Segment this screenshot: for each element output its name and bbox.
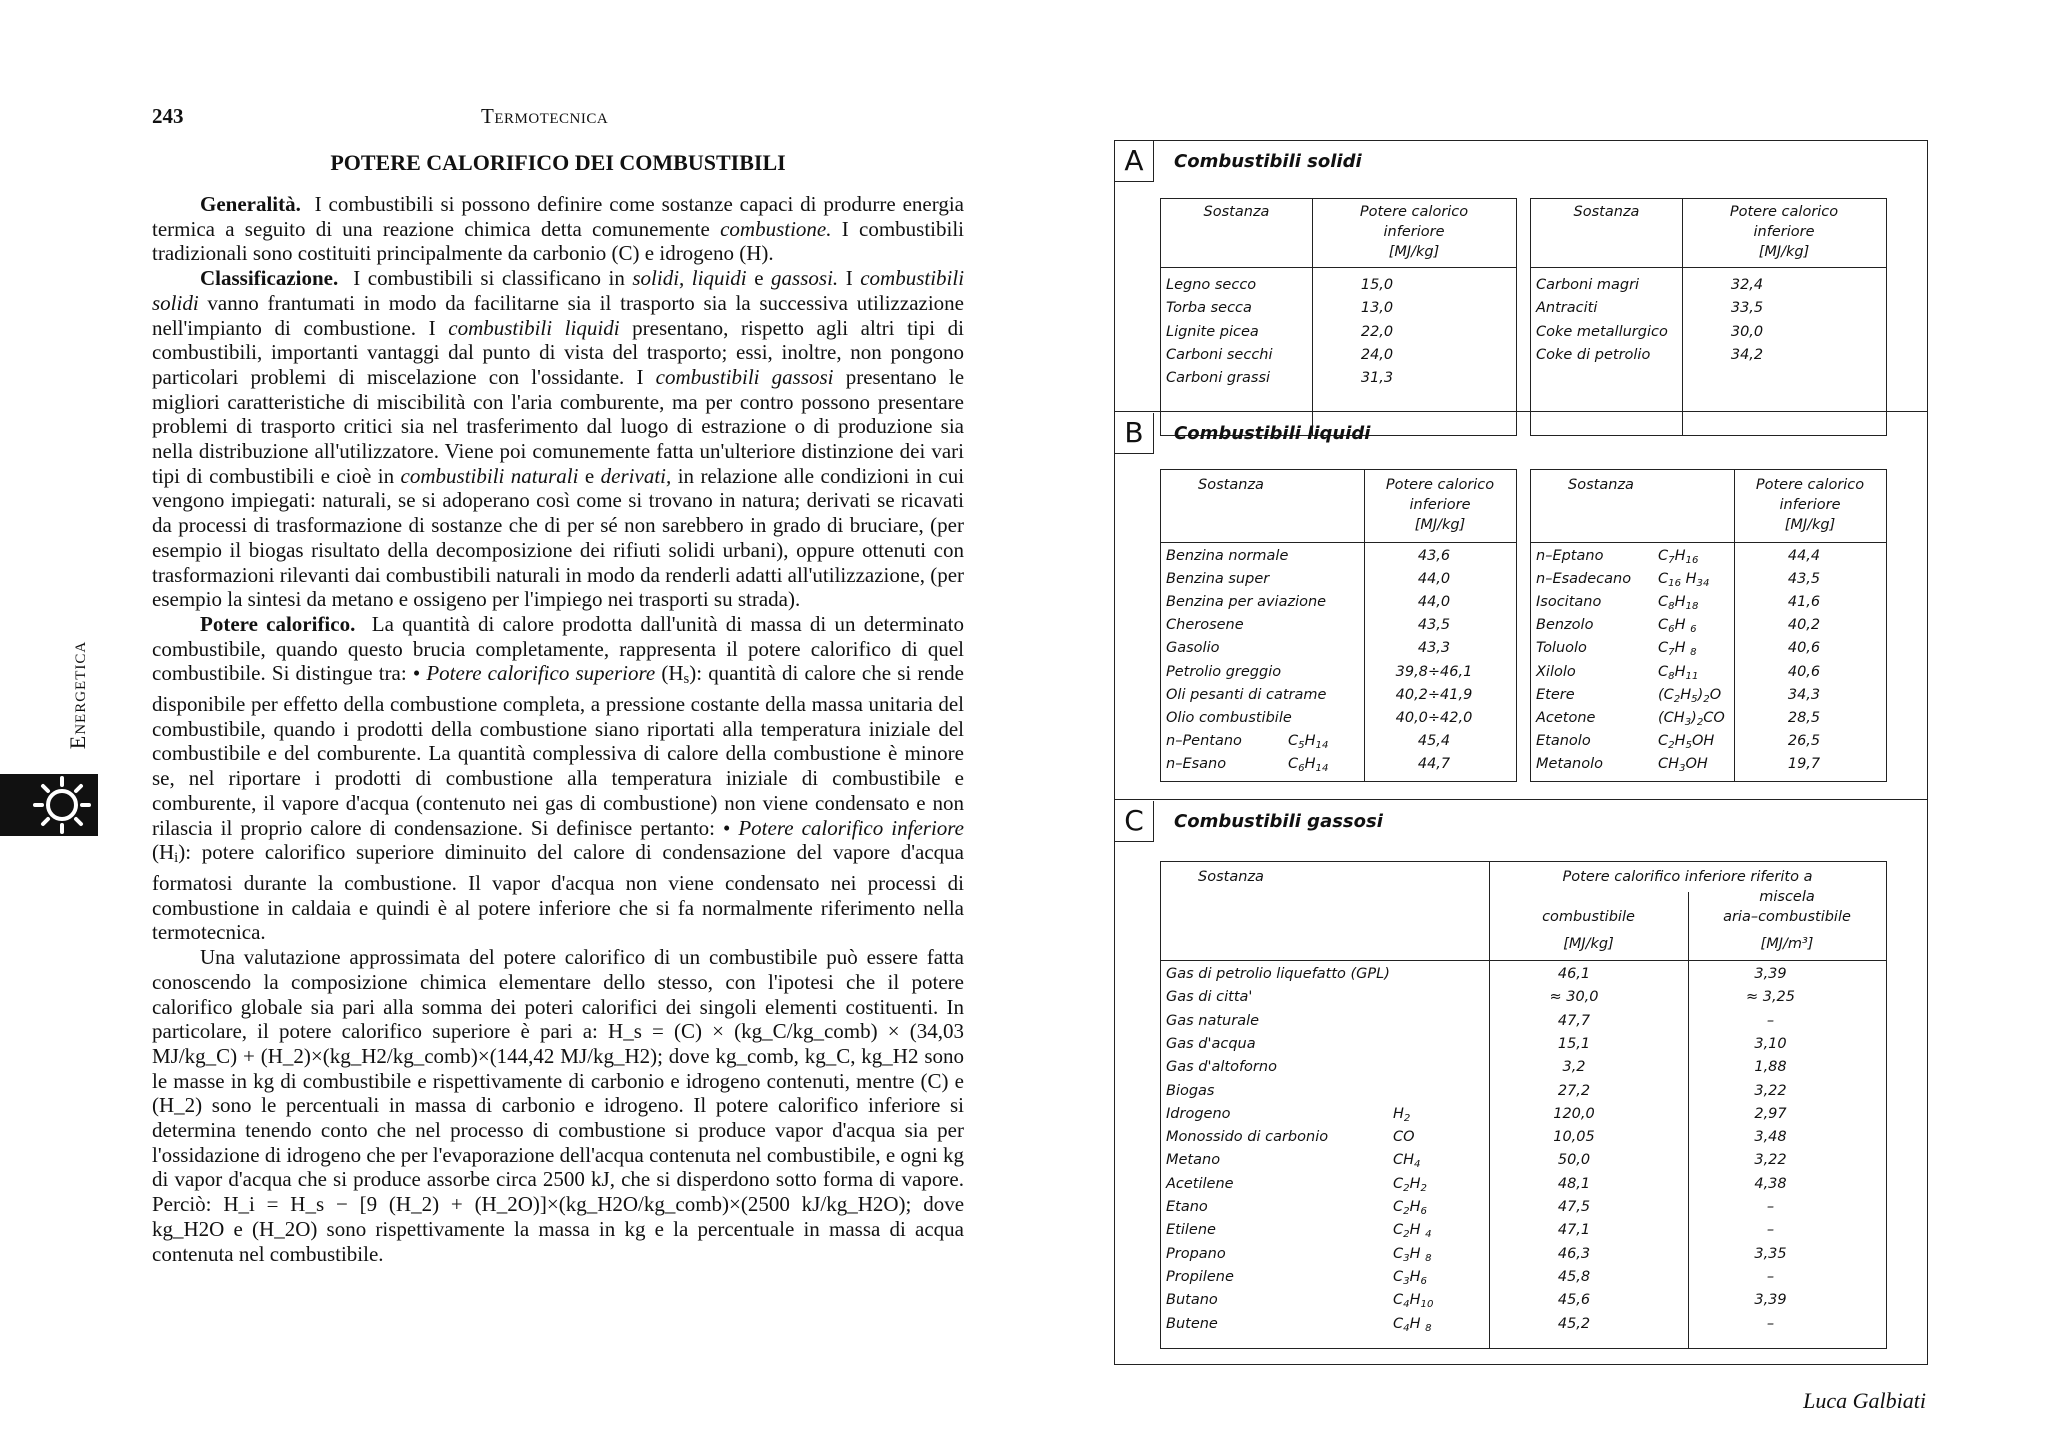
paragraph-potere-calorifico: Potere calorifico. La quantità di calore prodotta dall'unità di massa di un determinato combustibile, quando questo brucia completamente, rappresenta il potere calorifico di quel combustibile. Si distingue tra: • Potere calorifico superiore $(H_s)$: quantità di calore che si rende disponibile per effetto della combustione completa, a pressione costante della massa unitaria del combustibile, quando i prodotti della combustione siano riportati alla temperatura iniziale del combustibile e del comburente. La quantità complessiva di calore della combustione è minore se, nel riportare i prodotti di combustione alla temperatura iniziale di combustibile e comburente, il vapore d'acqua (contenuto nei gas di combustione) non viene condensato e non rilascia il proprio calore di condensazione. Si definisce pertanto: • Potere calorifico inferiore $(H_i)$: potere calorifico superiore diminuito del calore di condensazione del vapore d'acqua formatosi durante la combustione. Il vapor d'acqua non viene condensato nei processi di combustione in caldaia e quindi è al potere inferiore che si fa normalmente riferimento nella termotecnica. — [152, 611, 964, 945]
substance-name: Olio combustibile — [1166, 709, 1292, 726]
calorific-value: 44,4 — [1787, 548, 1821, 564]
substance-name: Gas d'altoforno — [1166, 1059, 1277, 1076]
substance-name: Gas di petrolio liquefatto (GPL) — [1166, 966, 1390, 982]
paragraph-generalita: Generalità. I combustibili si possono definire come sostanze capaci di produrre energia termica a seguito di una reazione chimica detta comunemente combustione. I combustibili tradizionali sono costituiti principalmente da carbonio (C) e idrogeno (H). — [152, 192, 965, 266]
calorific-value-fuel: 47,5 — [1557, 1199, 1591, 1215]
col-header-aria-combustibile: aria–combustibile — [1723, 909, 1851, 925]
calorific-value-mixture: 3,39 — [1754, 966, 1787, 982]
chemical-formula: $CH_3OH$ — [1658, 755, 1708, 774]
table-solidi-left — [1160, 198, 1517, 436]
substance-name: Etanolo — [1536, 732, 1591, 749]
chemical-formula: $C_7H$ $_8$ — [1658, 640, 1697, 659]
paragraph-heading: Generalità. — [200, 192, 301, 216]
section-title-a: Combustibili solidi — [1174, 151, 1362, 172]
substance-name: Butano — [1166, 1292, 1218, 1309]
calorific-value: 19,7 — [1787, 755, 1821, 772]
chemical-formula: $C_4H$ $_8$ — [1393, 1315, 1432, 1334]
chemical-formula: $CH_4$ — [1393, 1152, 1421, 1171]
calorific-value-mixture: 3,22 — [1754, 1082, 1787, 1099]
col-header-potere-riferito: Potere calorifico inferiore riferito a — [1562, 869, 1813, 885]
substance-name: Carboni magri — [1536, 277, 1640, 293]
calorific-value: 26,5 — [1787, 732, 1821, 749]
calorific-value-fuel: 45,2 — [1557, 1315, 1591, 1332]
calorific-value: 44,0 — [1417, 594, 1451, 611]
body-text — [152, 192, 964, 1266]
calorific-value: 43,3 — [1417, 640, 1451, 657]
substance-name: Antraciti — [1536, 300, 1598, 317]
substance-name: Toluolo — [1536, 640, 1587, 657]
calorific-value: 43,5 — [1417, 617, 1451, 634]
paragraph-heading: Classificazione. — [200, 266, 339, 291]
chemical-formula: $C_4H_{10}$ — [1393, 1292, 1434, 1311]
col-header-sostanza: Sostanza — [1198, 477, 1264, 493]
substance-name: Idrogeno — [1166, 1105, 1231, 1122]
paragraph-classificazione: Classificazione. I combustibili si classificano in solidi, liquidi e gassosi. I combustibili solidi vanno frantumati in modo da facilitarne sia il trasporto sia la successiva utilizzazione nell'impianto di combustione. I combustibili liquidi presentano, rispetto agli altri tipi di combustibili, importanti vantaggi dal punto di vista del trasporto; essi, inoltre, non pongono particolari problemi di miscelazione con l'ossidante. I combustibili gassosi presentano le migliori caratteristiche di miscibilità con l'aria comburente, ma per contro possono presentare problemi di trasporto critici sia nel trasferimento dal luogo di estrazione o di produzione sia nella distribuzione all'utilizzatore. Viene poi comunemente fatta un'ulteriore distinzione dei vari tipi di combustibili e cioè in combustibili naturali e derivati, in relazione alle condizioni in cui vengono impiegati: naturali, se si adoperano così come si trovano in natura; derivati se ricavati da processi di trasformazione di sostanze che di per sé non sarebbero in grado di bruciare, (per esempio il biogas risultato della decomposizione dei rifiuti solidi urbani), oppure ottenuti con trasformazioni rilevanti dai combustibili naturali in modo da renderli adatti all'utilizzazione, (per esempio la sintesi da metano e ossigeno per l'impiego nei trasporti su strada). — [152, 266, 965, 612]
calorific-value: 39,8÷46,1 — [1395, 663, 1473, 680]
substance-name: Torba secca — [1166, 300, 1252, 317]
calorific-value-mixture: – — [1766, 1315, 1775, 1332]
substance-name: Acetone — [1536, 709, 1596, 726]
col-header-unit-kg: [MJ/kg] — [1563, 936, 1614, 952]
substance-name: n–Eptano — [1536, 548, 1604, 564]
section-letter-b: B — [1115, 413, 1154, 454]
calorific-value: 31,3 — [1360, 370, 1394, 387]
calorific-value: 24,0 — [1360, 346, 1394, 363]
chemical-formula: $(C_2H_5)_2O$ — [1658, 686, 1722, 705]
col-header-sostanza: Sostanza — [1198, 869, 1264, 885]
calorific-value-mixture: – — [1766, 1199, 1775, 1215]
calorific-value-mixture: 3,35 — [1754, 1245, 1787, 1262]
chemical-formula: $C_8H_{11}$ — [1658, 663, 1699, 682]
chemical-formula: $C_6H_{14}$ — [1288, 755, 1329, 774]
chemical-formula: $C_2H_2$ — [1393, 1175, 1427, 1194]
running-head: Termotecnica — [481, 104, 609, 128]
chemical-formula: $H_2$ — [1393, 1105, 1411, 1124]
substance-name: Propilene — [1166, 1268, 1234, 1285]
fuel-tables-panel — [1114, 140, 1928, 1365]
calorific-value: 43,6 — [1417, 548, 1451, 564]
calorific-value-fuel: 45,8 — [1557, 1268, 1591, 1285]
substance-name: n–Esadecano — [1536, 571, 1632, 588]
substance-name: Cherosene — [1166, 617, 1244, 634]
calorific-value: 32,4 — [1730, 277, 1764, 293]
calorific-value-mixture: 2,97 — [1754, 1105, 1787, 1122]
col-header-sostanza: Sostanza — [1568, 477, 1634, 493]
calorific-value-fuel: 50,0 — [1557, 1152, 1591, 1169]
page-number: 243 — [152, 104, 184, 128]
chemical-formula: $C_3H_6$ — [1393, 1268, 1427, 1287]
table-liquidi-right — [1530, 469, 1887, 782]
calorific-value-fuel: ≈ 30,0 — [1549, 989, 1599, 1006]
section-letter-c: C — [1115, 801, 1154, 842]
calorific-value: 30,0 — [1730, 323, 1764, 340]
col-header-potere: Potere calorico inferiore [MJ/kg] — [1359, 204, 1469, 260]
calorific-value: 41,6 — [1787, 594, 1821, 611]
col-header-potere: Potere calorico inferiore [MJ/kg] — [1385, 477, 1495, 533]
calorific-value-mixture: – — [1766, 1222, 1775, 1239]
calorific-value-fuel: 46,1 — [1557, 966, 1591, 982]
calorific-value-mixture: – — [1766, 1012, 1775, 1029]
col-header-sostanza: Sostanza — [1573, 204, 1640, 220]
calorific-value-fuel: 47,7 — [1557, 1012, 1591, 1029]
calorific-value: 40,6 — [1787, 663, 1821, 680]
substance-name: Petrolio greggio — [1166, 663, 1282, 680]
calorific-value: 22,0 — [1360, 323, 1394, 340]
col-header-combustibile: combustibile — [1542, 909, 1635, 925]
calorific-value: 13,0 — [1360, 300, 1394, 317]
chemical-formula: $C_8H_{18}$ — [1658, 594, 1699, 613]
sun-icon — [0, 774, 98, 836]
chemical-formula: $C_2H$ $_4$ — [1393, 1222, 1432, 1241]
substance-name: Monossido di carbonio — [1166, 1129, 1329, 1146]
calorific-value: 40,2÷41,9 — [1395, 686, 1473, 703]
section-title-b: Combustibili liquidi — [1174, 423, 1371, 444]
chemical-formula: $C_2H_6$ — [1393, 1199, 1427, 1217]
substance-name: Legno secco — [1166, 277, 1257, 293]
substance-name: Metanolo — [1536, 755, 1603, 772]
substance-name: Xilolo — [1536, 663, 1576, 680]
calorific-value-mixture: 3,10 — [1754, 1035, 1787, 1052]
substance-name: n–Pentano — [1166, 732, 1242, 749]
article-title: POTERE CALORIFICO DEI COMBUSTIBILI — [330, 150, 786, 175]
calorific-value-fuel: 45,6 — [1557, 1292, 1591, 1309]
substance-name: Lignite picea — [1166, 323, 1259, 340]
substance-name: Gas naturale — [1166, 1012, 1260, 1029]
calorific-value: 34,2 — [1730, 346, 1764, 363]
calorific-value-fuel: 46,3 — [1557, 1245, 1591, 1262]
calorific-value: 15,0 — [1360, 277, 1394, 293]
author-signature: Luca Galbiati — [1803, 1388, 1926, 1413]
substance-name: Butene — [1166, 1315, 1218, 1332]
calorific-value: 33,5 — [1730, 300, 1764, 317]
substance-name: Isocitano — [1536, 594, 1602, 611]
substance-name: Etilene — [1166, 1222, 1216, 1239]
chemical-formula: $C_6H$ $_6$ — [1658, 617, 1697, 636]
calorific-value-mixture: 3,39 — [1754, 1292, 1787, 1309]
side-section-label: Energetica — [65, 640, 90, 750]
calorific-value: 44,7 — [1417, 755, 1451, 772]
section-letter-a: A — [1115, 141, 1154, 182]
calorific-value-fuel: 3,2 — [1562, 1059, 1586, 1076]
calorific-value-fuel: 47,1 — [1557, 1222, 1591, 1239]
calorific-value-mixture: 3,22 — [1754, 1152, 1787, 1169]
substance-name: Biogas — [1166, 1082, 1215, 1099]
substance-name: Benzina super — [1166, 571, 1270, 588]
calorific-value-mixture: 3,48 — [1754, 1129, 1787, 1146]
calorific-value-fuel: 27,2 — [1557, 1082, 1591, 1099]
calorific-value-fuel: 15,1 — [1557, 1035, 1591, 1052]
substance-name: Coke di petrolio — [1536, 346, 1651, 363]
paragraph-valutazione: Una valutazione approssimata del potere calorifico di un combustibile può essere fatta conoscendo la composizione chimica elementare dello stesso, con l'ipotesi che il potere calorifico globale sia pari alla somma dei poteri calorifici dei singoli elementi costituenti. In particolare, il potere calorifico superiore è pari a: H_s = (C) × (kg_C/kg_comb) × (34,03 MJ/kg_C) + (H_2)×(kg_H2/kg_comb)×(144,42 MJ/kg_H2); dove kg_comb, kg_C, kg_H2 sono le masse in kg di combustibile e rispettivamente di carbonio e idrogeno contenuti, mentre (C) e (H_2) sono le percentuali in massa di carbonio e idrogeno. Il potere calorifico inferiore si determina tenendo conto che nel processo di combustione si produce vapor d'acqua sia per l'ossidazione di idrogeno che per l'evaporazione dell'acqua contenuta nel combustibile, e ogni kg di vapor d'acqua che si produce assorbe circa 2500 kJ, che si disperdono sotto forma di vapore. Perciò: H_i = H_s − [9 (H_2) + (H_2O)]×(kg_H2O/kg_comb)×(2500 kJ/kg_H2O); dove kg_H2O e (H_2O) sono rispettivamente la massa in kg e la percentuale in massa di acqua contenuta nel combustibile. — [152, 945, 965, 1266]
substance-name: Etano — [1166, 1199, 1208, 1215]
chemical-formula: $C_3H$ $_8$ — [1393, 1245, 1432, 1264]
calorific-value-mixture: 1,88 — [1754, 1059, 1787, 1076]
col-header-unit-m3: [MJ/m³] — [1760, 936, 1814, 952]
substance-name: Coke metallurgico — [1536, 323, 1668, 340]
substance-name: Benzina normale — [1166, 548, 1289, 564]
paragraph-heading: Potere calorifico. — [200, 611, 356, 636]
substance-name: Benzina per aviazione — [1166, 594, 1327, 611]
substance-name: Carboni grassi — [1166, 370, 1271, 387]
section-title-c: Combustibili gassosi — [1174, 811, 1383, 832]
formula-hi: H_i = H_s − [9 (H_2) + (H_2O)]×(kg_H2O/kg_comb)×(2500 kJ/kg_H2O); — [223, 1192, 912, 1217]
chemical-formula: CO — [1393, 1129, 1415, 1146]
table-gassosi — [1160, 861, 1887, 1349]
chemical-formula: $C_7H_{16}$ — [1658, 548, 1699, 566]
formula-hs: H_s = (C) × (kg_C/kg_comb) × (34,03 MJ/kg_C) + (H_2)×(kg_H2/kg_comb)×(144,42 MJ/kg_H2); — [152, 1019, 965, 1068]
chemical-formula: $C_5H_{14}$ — [1288, 732, 1329, 751]
col-header-potere: Potere calorico inferiore [MJ/kg] — [1755, 477, 1865, 533]
calorific-value: 40,6 — [1787, 640, 1821, 657]
chemical-formula: $C_{16}$ $H_{34}$ — [1658, 571, 1710, 590]
substance-name: Etere — [1536, 686, 1575, 703]
substance-name: Metano — [1166, 1152, 1221, 1169]
calorific-value-mixture: ≈ 3,25 — [1745, 989, 1796, 1006]
calorific-value: 34,3 — [1787, 686, 1821, 703]
col-header-potere: Potere calorico inferiore [MJ/kg] — [1729, 204, 1839, 260]
calorific-value: 40,0÷42,0 — [1395, 709, 1473, 726]
substance-name: Carboni secchi — [1166, 346, 1273, 363]
substance-name: Acetilene — [1166, 1175, 1234, 1192]
col-header-miscela: miscela — [1759, 889, 1815, 905]
substance-name: Gasolio — [1166, 640, 1220, 657]
table-liquidi-left — [1160, 469, 1517, 782]
substance-name: Oli pesanti di catrame — [1166, 686, 1327, 703]
chemical-formula: $C_2H_5OH$ — [1658, 732, 1715, 751]
calorific-value-mixture: – — [1766, 1268, 1775, 1285]
chemical-formula: $(CH_3)_2CO$ — [1658, 709, 1725, 728]
calorific-value-fuel: 120,0 — [1553, 1105, 1595, 1122]
substance-name: Propano — [1166, 1245, 1226, 1262]
calorific-value: 28,5 — [1787, 709, 1821, 726]
calorific-value-fuel: 48,1 — [1557, 1175, 1591, 1192]
substance-name: n–Esano — [1166, 755, 1227, 772]
col-header-sostanza: Sostanza — [1203, 204, 1270, 220]
substance-name: Gas di citta' — [1166, 989, 1253, 1006]
calorific-value: 45,4 — [1417, 732, 1451, 749]
calorific-value-mixture: 4,38 — [1754, 1175, 1787, 1192]
calorific-value: 40,2 — [1787, 617, 1821, 634]
calorific-value: 44,0 — [1417, 571, 1451, 588]
substance-name: Benzolo — [1536, 617, 1594, 634]
substance-name: Gas d'acqua — [1166, 1035, 1256, 1052]
calorific-value-fuel: 10,05 — [1553, 1129, 1595, 1146]
table-solidi-right — [1530, 198, 1887, 436]
calorific-value: 43,5 — [1787, 571, 1821, 588]
